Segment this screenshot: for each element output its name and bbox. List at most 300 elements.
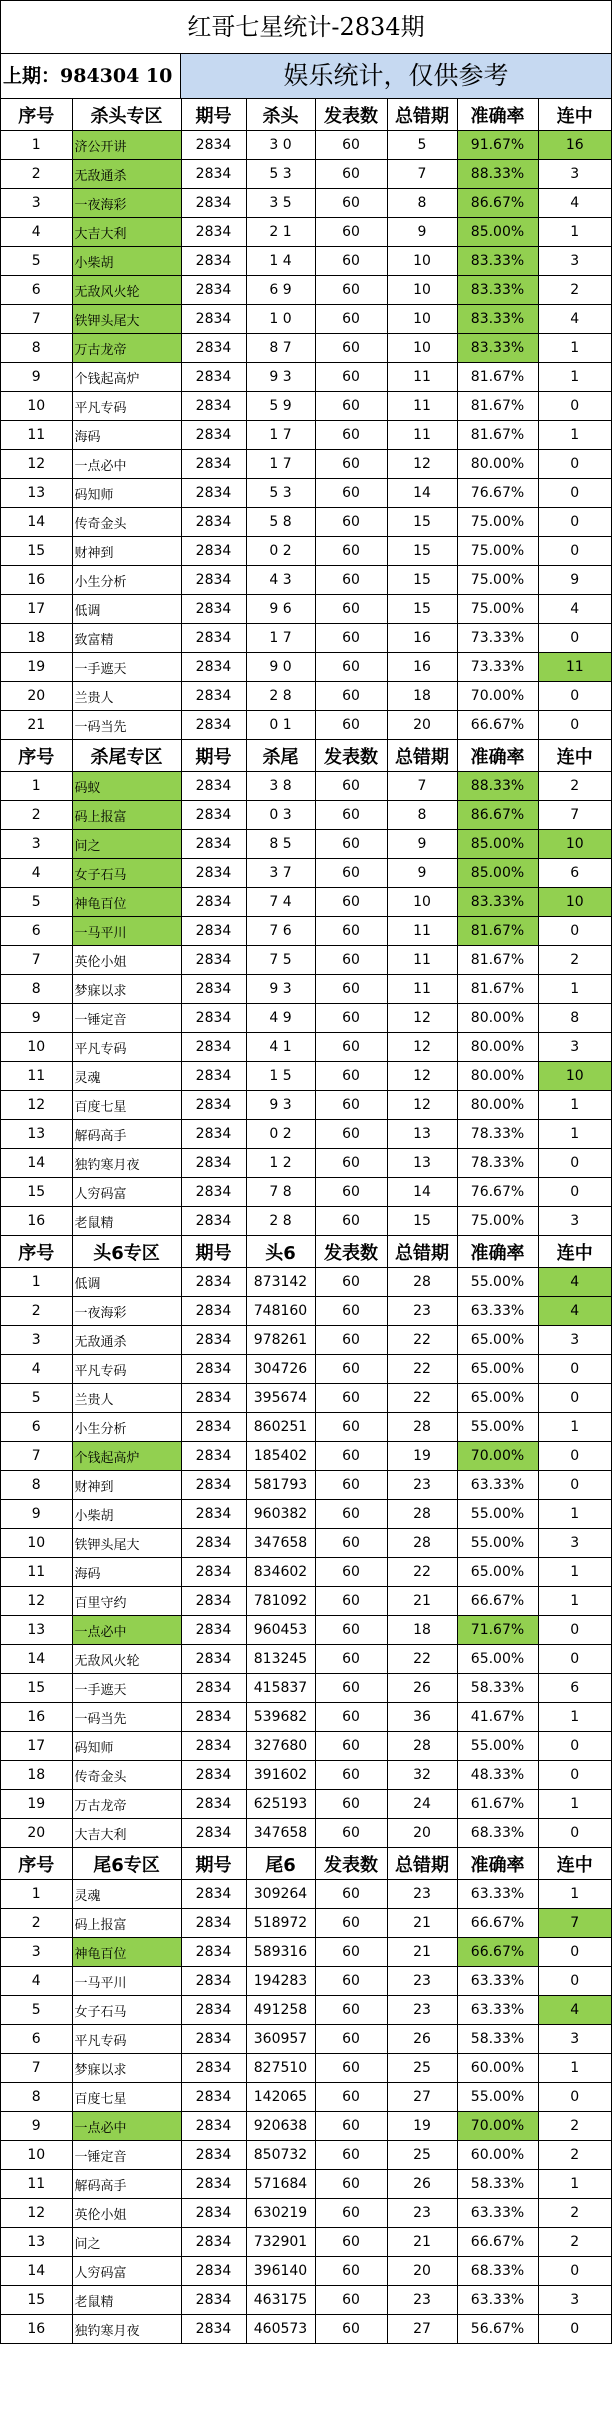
errors-cell: 23 [387, 1967, 457, 1996]
accuracy-cell: 80.00% [457, 1033, 538, 1062]
posts-cell: 60 [315, 1091, 387, 1120]
posts-cell: 60 [315, 2141, 387, 2170]
table-row [1, 859, 611, 888]
section-header-row [1, 1848, 611, 1880]
index-cell: 5 [1, 1384, 72, 1413]
table-row [1, 2112, 611, 2141]
column-header: 总错期 [387, 99, 457, 131]
accuracy-cell: 63.33% [457, 1880, 538, 1909]
posts-cell: 60 [315, 1062, 387, 1091]
expert-name-cell: 海码 [72, 421, 181, 450]
expert-name-cell: 码知师 [72, 1732, 181, 1761]
posts-cell: 60 [315, 830, 387, 859]
posts-cell: 60 [315, 1033, 387, 1062]
index-cell: 8 [1, 1471, 72, 1500]
expert-name-cell: 解码高手 [72, 1120, 181, 1149]
table-row [1, 1819, 611, 1848]
expert-name-cell: 女子石马 [72, 859, 181, 888]
posts-cell: 60 [315, 276, 387, 305]
index-cell: 17 [1, 595, 72, 624]
posts-cell: 60 [315, 2315, 387, 2344]
errors-cell: 28 [387, 1268, 457, 1297]
streak-cell: 3 [538, 247, 611, 276]
accuracy-cell: 80.00% [457, 1091, 538, 1120]
table-row [1, 1355, 611, 1384]
issue-cell: 2834 [181, 2199, 246, 2228]
accuracy-cell: 85.00% [457, 218, 538, 247]
pick-cell: 1 2 [246, 1149, 315, 1178]
errors-cell: 14 [387, 1178, 457, 1207]
accuracy-cell: 88.33% [457, 772, 538, 801]
errors-cell: 10 [387, 888, 457, 917]
pick-cell: 960382 [246, 1500, 315, 1529]
posts-cell: 60 [315, 1703, 387, 1732]
accuracy-cell: 70.00% [457, 2112, 538, 2141]
pick-cell: 920638 [246, 2112, 315, 2141]
issue-cell: 2834 [181, 1413, 246, 1442]
posts-cell: 60 [315, 946, 387, 975]
accuracy-cell: 66.67% [457, 1938, 538, 1967]
index-cell: 14 [1, 1645, 72, 1674]
issue-cell: 2834 [181, 160, 246, 189]
index-cell: 11 [1, 2170, 72, 2199]
pick-cell: 9 3 [246, 363, 315, 392]
errors-cell: 12 [387, 1062, 457, 1091]
issue-cell: 2834 [181, 1880, 246, 1909]
table-row [1, 1703, 611, 1732]
column-header: 尾6 [246, 1848, 315, 1880]
issue-cell: 2834 [181, 1120, 246, 1149]
accuracy-cell: 80.00% [457, 450, 538, 479]
table-row [1, 1326, 611, 1355]
column-header: 序号 [1, 1848, 72, 1880]
expert-name-cell: 致富精 [72, 624, 181, 653]
expert-name-cell: 一锤定音 [72, 2141, 181, 2170]
pick-cell: 2 8 [246, 682, 315, 711]
pick-cell: 732901 [246, 2228, 315, 2257]
index-cell: 10 [1, 1033, 72, 1062]
pick-cell: 0 1 [246, 711, 315, 740]
errors-cell: 16 [387, 653, 457, 682]
pick-cell: 873142 [246, 1268, 315, 1297]
posts-cell: 60 [315, 772, 387, 801]
streak-cell: 0 [538, 1967, 611, 1996]
index-cell: 2 [1, 1297, 72, 1326]
index-cell: 1 [1, 131, 72, 160]
index-cell: 12 [1, 450, 72, 479]
index-cell: 12 [1, 1587, 72, 1616]
expert-name-cell: 码上报富 [72, 1909, 181, 1938]
expert-name-cell: 老鼠精 [72, 2286, 181, 2315]
streak-cell: 0 [538, 2083, 611, 2112]
index-cell: 19 [1, 1790, 72, 1819]
posts-cell: 60 [315, 1880, 387, 1909]
streak-cell: 0 [538, 1384, 611, 1413]
expert-name-cell: 济公开讲 [72, 131, 181, 160]
posts-cell: 60 [315, 624, 387, 653]
streak-cell: 0 [538, 1149, 611, 1178]
errors-cell: 28 [387, 1500, 457, 1529]
column-header: 总错期 [387, 1848, 457, 1880]
table-row [1, 508, 611, 537]
accuracy-cell: 73.33% [457, 624, 538, 653]
pick-cell: 1 5 [246, 1062, 315, 1091]
table-row [1, 247, 611, 276]
table-row [1, 1967, 611, 1996]
streak-cell: 0 [538, 2315, 611, 2344]
errors-cell: 9 [387, 218, 457, 247]
expert-name-cell: 个钱起高炉 [72, 363, 181, 392]
streak-cell: 1 [538, 1120, 611, 1149]
errors-cell: 12 [387, 450, 457, 479]
index-cell: 12 [1, 2199, 72, 2228]
column-header: 序号 [1, 99, 72, 131]
column-header: 连中 [538, 99, 611, 131]
table-row [1, 421, 611, 450]
issue-cell: 2834 [181, 2315, 246, 2344]
issue-cell: 2834 [181, 1178, 246, 1207]
accuracy-cell: 63.33% [457, 1297, 538, 1326]
streak-cell: 3 [538, 1033, 611, 1062]
table-row [1, 1471, 611, 1500]
errors-cell: 27 [387, 2315, 457, 2344]
errors-cell: 23 [387, 1996, 457, 2025]
issue-cell: 2834 [181, 1062, 246, 1091]
expert-name-cell: 传奇金头 [72, 508, 181, 537]
table-row [1, 830, 611, 859]
streak-cell: 0 [538, 682, 611, 711]
expert-name-cell: 一点必中 [72, 2112, 181, 2141]
table-row [1, 2054, 611, 2083]
streak-cell: 1 [538, 1091, 611, 1120]
table-row [1, 888, 611, 917]
accuracy-cell: 48.33% [457, 1761, 538, 1790]
streak-cell: 1 [538, 363, 611, 392]
streak-cell: 0 [538, 1178, 611, 1207]
pick-cell: 491258 [246, 1996, 315, 2025]
index-cell: 3 [1, 189, 72, 218]
accuracy-cell: 56.67% [457, 2315, 538, 2344]
pick-cell: 4 1 [246, 1033, 315, 1062]
accuracy-cell: 91.67% [457, 131, 538, 160]
index-cell: 18 [1, 624, 72, 653]
streak-cell: 4 [538, 1297, 611, 1326]
streak-cell: 2 [538, 276, 611, 305]
pick-cell: 5 8 [246, 508, 315, 537]
errors-cell: 27 [387, 2083, 457, 2112]
errors-cell: 21 [387, 2228, 457, 2257]
index-cell: 13 [1, 1120, 72, 1149]
streak-cell: 0 [538, 1471, 611, 1500]
errors-cell: 13 [387, 1120, 457, 1149]
table-row [1, 975, 611, 1004]
index-cell: 10 [1, 392, 72, 421]
posts-cell: 60 [315, 1500, 387, 1529]
expert-name-cell: 低调 [72, 1268, 181, 1297]
pick-cell: 3 8 [246, 772, 315, 801]
pick-cell: 978261 [246, 1326, 315, 1355]
index-cell: 12 [1, 1091, 72, 1120]
accuracy-cell: 58.33% [457, 2170, 538, 2199]
posts-cell: 60 [315, 247, 387, 276]
index-cell: 4 [1, 859, 72, 888]
issue-cell: 2834 [181, 1674, 246, 1703]
issue-cell: 2834 [181, 1558, 246, 1587]
expert-name-cell: 无敌通杀 [72, 160, 181, 189]
pick-cell: 194283 [246, 1967, 315, 1996]
accuracy-cell: 75.00% [457, 1207, 538, 1236]
expert-name-cell: 小生分析 [72, 1413, 181, 1442]
column-header: 期号 [181, 1236, 246, 1268]
index-cell: 16 [1, 1703, 72, 1732]
issue-cell: 2834 [181, 247, 246, 276]
streak-cell: 10 [538, 888, 611, 917]
accuracy-cell: 81.67% [457, 363, 538, 392]
errors-cell: 20 [387, 711, 457, 740]
table-row [1, 1268, 611, 1297]
table-row [1, 1616, 611, 1645]
issue-cell: 2834 [181, 1967, 246, 1996]
expert-name-cell: 无敌通杀 [72, 1326, 181, 1355]
issue-cell: 2834 [181, 2083, 246, 2112]
accuracy-cell: 66.67% [457, 2228, 538, 2257]
posts-cell: 60 [315, 682, 387, 711]
accuracy-cell: 65.00% [457, 1384, 538, 1413]
index-cell: 4 [1, 1355, 72, 1384]
index-cell: 5 [1, 888, 72, 917]
index-cell: 1 [1, 772, 72, 801]
accuracy-cell: 83.33% [457, 888, 538, 917]
pick-cell: 7 4 [246, 888, 315, 917]
posts-cell: 60 [315, 975, 387, 1004]
expert-name-cell: 一马平川 [72, 1967, 181, 1996]
posts-cell: 60 [315, 363, 387, 392]
accuracy-cell: 60.00% [457, 2141, 538, 2170]
column-header: 序号 [1, 740, 72, 772]
errors-cell: 22 [387, 1558, 457, 1587]
issue-cell: 2834 [181, 772, 246, 801]
table-row [1, 2025, 611, 2054]
index-cell: 14 [1, 1149, 72, 1178]
index-cell: 19 [1, 653, 72, 682]
pick-cell: 1 7 [246, 624, 315, 653]
pick-cell: 360957 [246, 2025, 315, 2054]
streak-cell: 3 [538, 1207, 611, 1236]
expert-name-cell: 一夜海彩 [72, 1297, 181, 1326]
pick-cell: 463175 [246, 2286, 315, 2315]
posts-cell: 60 [315, 508, 387, 537]
errors-cell: 9 [387, 830, 457, 859]
index-cell: 7 [1, 305, 72, 334]
posts-cell: 60 [315, 595, 387, 624]
issue-cell: 2834 [181, 566, 246, 595]
index-cell: 13 [1, 2228, 72, 2257]
posts-cell: 60 [315, 1967, 387, 1996]
column-header: 杀头 [246, 99, 315, 131]
index-cell: 5 [1, 1996, 72, 2025]
errors-cell: 26 [387, 2170, 457, 2199]
accuracy-cell: 63.33% [457, 1996, 538, 2025]
index-cell: 8 [1, 2083, 72, 2112]
expert-name-cell: 问之 [72, 2228, 181, 2257]
issue-cell: 2834 [181, 1761, 246, 1790]
posts-cell: 60 [315, 1732, 387, 1761]
expert-name-cell: 平凡专码 [72, 1355, 181, 1384]
index-cell: 6 [1, 2025, 72, 2054]
expert-name-cell: 英伦小姐 [72, 946, 181, 975]
page-title: 红哥七星统计-2834期 [1, 1, 611, 54]
streak-cell: 0 [538, 711, 611, 740]
issue-cell: 2834 [181, 2025, 246, 2054]
issue-cell: 2834 [181, 1033, 246, 1062]
accuracy-cell: 78.33% [457, 1120, 538, 1149]
table-row [1, 276, 611, 305]
index-cell: 14 [1, 2257, 72, 2286]
posts-cell: 60 [315, 1558, 387, 1587]
errors-cell: 21 [387, 1938, 457, 1967]
errors-cell: 28 [387, 1732, 457, 1761]
expert-name-cell: 独钓寒月夜 [72, 2315, 181, 2344]
accuracy-cell: 85.00% [457, 859, 538, 888]
accuracy-cell: 63.33% [457, 1967, 538, 1996]
table-row [1, 917, 611, 946]
index-cell: 1 [1, 1268, 72, 1297]
issue-cell: 2834 [181, 682, 246, 711]
column-header: 准确率 [457, 1848, 538, 1880]
streak-cell: 10 [538, 830, 611, 859]
issue-cell: 2834 [181, 2286, 246, 2315]
column-header: 连中 [538, 1848, 611, 1880]
index-cell: 17 [1, 1732, 72, 1761]
errors-cell: 18 [387, 1616, 457, 1645]
accuracy-cell: 58.33% [457, 1674, 538, 1703]
issue-cell: 2834 [181, 1207, 246, 1236]
errors-cell: 18 [387, 682, 457, 711]
pick-cell: 960453 [246, 1616, 315, 1645]
streak-cell: 2 [538, 2199, 611, 2228]
errors-cell: 15 [387, 1207, 457, 1236]
pick-cell: 4 3 [246, 566, 315, 595]
expert-name-cell: 个钱起高炉 [72, 1442, 181, 1471]
table-row [1, 131, 611, 160]
streak-cell: 0 [538, 1616, 611, 1645]
pick-cell: 7 8 [246, 1178, 315, 1207]
expert-name-cell: 一手遮天 [72, 653, 181, 682]
errors-cell: 12 [387, 1091, 457, 1120]
index-cell: 15 [1, 1178, 72, 1207]
streak-cell: 11 [538, 653, 611, 682]
table-row [1, 1674, 611, 1703]
streak-cell: 1 [538, 1880, 611, 1909]
errors-cell: 23 [387, 1880, 457, 1909]
posts-cell: 60 [315, 1790, 387, 1819]
table-row [1, 1645, 611, 1674]
accuracy-cell: 63.33% [457, 2286, 538, 2315]
accuracy-cell: 65.00% [457, 1326, 538, 1355]
posts-cell: 60 [315, 1297, 387, 1326]
streak-cell: 3 [538, 2025, 611, 2054]
expert-name-cell: 铁钾头尾大 [72, 305, 181, 334]
errors-cell: 22 [387, 1645, 457, 1674]
index-cell: 7 [1, 2054, 72, 2083]
posts-cell: 60 [315, 479, 387, 508]
errors-cell: 25 [387, 2054, 457, 2083]
posts-cell: 60 [315, 1326, 387, 1355]
issue-cell: 2834 [181, 1819, 246, 1848]
pick-cell: 813245 [246, 1645, 315, 1674]
pick-cell: 3 7 [246, 859, 315, 888]
posts-cell: 60 [315, 1938, 387, 1967]
column-header: 期号 [181, 1848, 246, 1880]
table-row [1, 595, 611, 624]
streak-cell: 1 [538, 1413, 611, 1442]
pick-cell: 0 2 [246, 1120, 315, 1149]
expert-name-cell: 平凡专码 [72, 392, 181, 421]
expert-name-cell: 大吉大利 [72, 218, 181, 247]
section-header-row [1, 740, 611, 772]
table-row [1, 2257, 611, 2286]
disclaimer-note: 娱乐统计，仅供参考 [181, 54, 611, 98]
streak-cell: 4 [538, 305, 611, 334]
pick-cell: 860251 [246, 1413, 315, 1442]
expert-name-cell: 一点必中 [72, 1616, 181, 1645]
accuracy-cell: 73.33% [457, 653, 538, 682]
pick-cell: 2 1 [246, 218, 315, 247]
table-row [1, 1587, 611, 1616]
pick-cell: 0 2 [246, 537, 315, 566]
streak-cell: 9 [538, 566, 611, 595]
errors-cell: 36 [387, 1703, 457, 1732]
table-row [1, 1938, 611, 1967]
table-row [1, 1091, 611, 1120]
expert-name-cell: 灵魂 [72, 1062, 181, 1091]
errors-cell: 16 [387, 624, 457, 653]
pick-cell: 395674 [246, 1384, 315, 1413]
streak-cell: 0 [538, 1938, 611, 1967]
expert-name-cell: 一马平川 [72, 917, 181, 946]
expert-name-cell: 码上报富 [72, 801, 181, 830]
accuracy-cell: 81.67% [457, 392, 538, 421]
errors-cell: 21 [387, 1909, 457, 1938]
table-row [1, 334, 611, 363]
accuracy-cell: 58.33% [457, 2025, 538, 2054]
issue-cell: 2834 [181, 1703, 246, 1732]
table-row [1, 218, 611, 247]
issue-cell: 2834 [181, 1909, 246, 1938]
streak-cell: 0 [538, 1442, 611, 1471]
index-cell: 15 [1, 1674, 72, 1703]
streak-cell: 0 [538, 1732, 611, 1761]
expert-name-cell: 神龟百位 [72, 1938, 181, 1967]
errors-cell: 11 [387, 975, 457, 1004]
posts-cell: 60 [315, 1178, 387, 1207]
index-cell: 13 [1, 479, 72, 508]
pick-cell: 3 0 [246, 131, 315, 160]
posts-cell: 60 [315, 1471, 387, 1500]
expert-name-cell: 百度七星 [72, 1091, 181, 1120]
column-header: 杀尾专区 [72, 740, 181, 772]
issue-cell: 2834 [181, 479, 246, 508]
table-row [1, 1761, 611, 1790]
errors-cell: 22 [387, 1355, 457, 1384]
expert-name-cell: 一点必中 [72, 450, 181, 479]
issue-cell: 2834 [181, 363, 246, 392]
index-cell: 10 [1, 1529, 72, 1558]
streak-cell: 3 [538, 2286, 611, 2315]
errors-cell: 9 [387, 859, 457, 888]
expert-name-cell: 解码高手 [72, 2170, 181, 2199]
issue-cell: 2834 [181, 508, 246, 537]
